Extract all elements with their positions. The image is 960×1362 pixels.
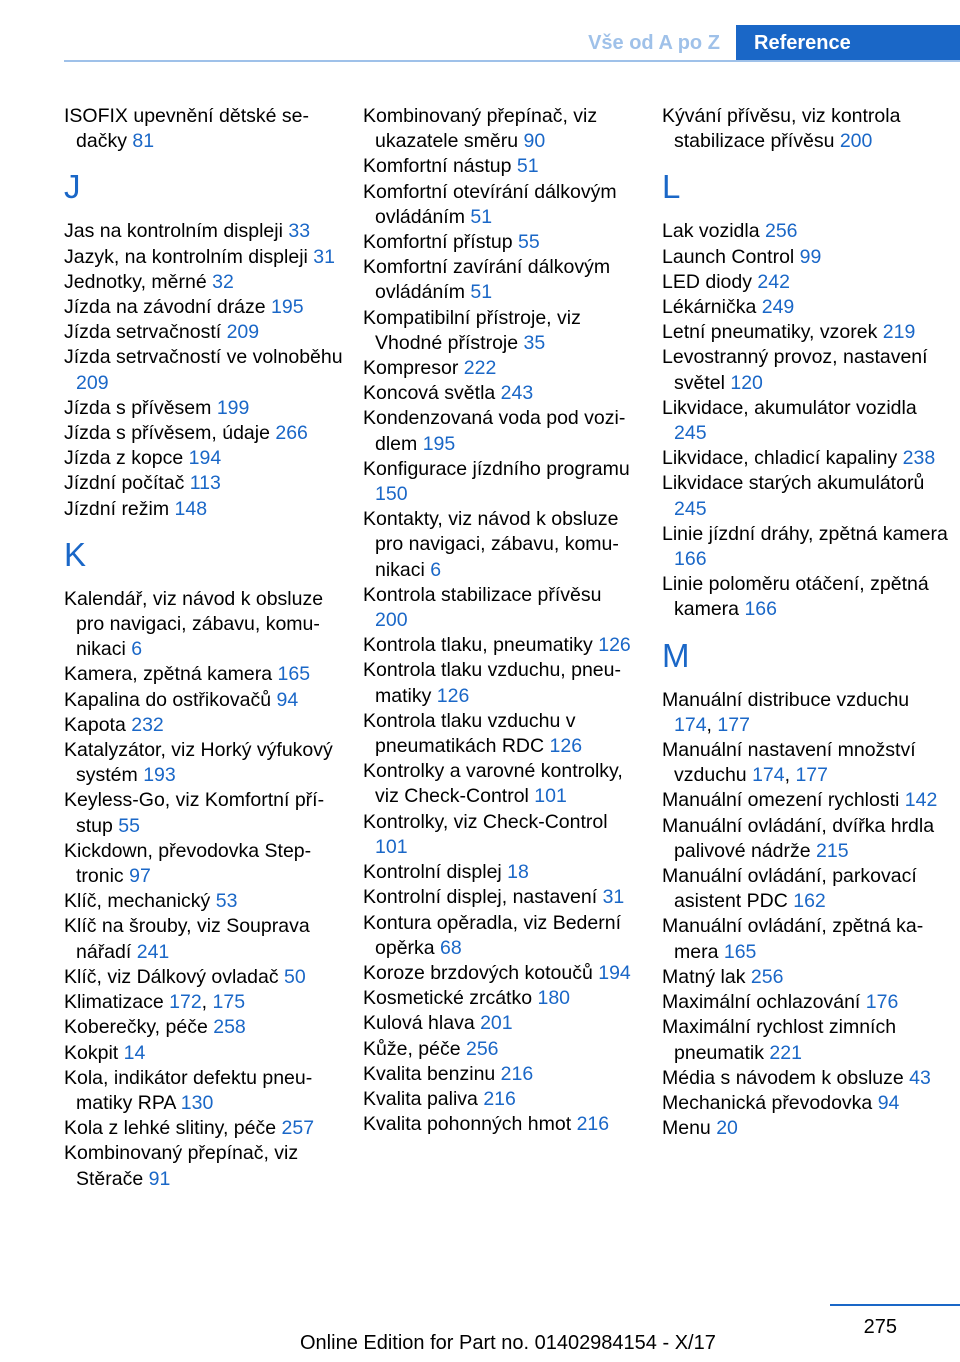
index-term: Kickdown, převodovka Steptronic	[64, 839, 312, 888]
page-link[interactable]: 256	[750, 965, 784, 988]
index-entry	[363, 633, 638, 658]
index-entry	[662, 1066, 952, 1091]
page-separator: ,	[201, 991, 213, 1014]
page-link[interactable]: 194	[188, 447, 222, 470]
index-term: Jas na kontrolním displeji	[64, 220, 289, 243]
page-link[interactable]: 245	[674, 422, 707, 445]
index-entry	[363, 356, 638, 381]
index-entry	[363, 1011, 638, 1036]
header-divider	[64, 60, 960, 62]
index-term: Komfortní přístup	[363, 231, 518, 254]
page-link[interactable]: 35	[523, 331, 546, 354]
page-link[interactable]: 242	[757, 270, 790, 293]
index-entry	[64, 965, 344, 990]
index-term: LED diody	[662, 270, 758, 293]
index-term: Kontakty, viz návod k obsluze pro navigaci, zábavu, komunikaci	[363, 508, 619, 581]
page-link[interactable]: 200	[839, 130, 873, 153]
index-term: Kontrola tlaku vzduchu v pneumatikách RDC	[363, 709, 576, 758]
page-link[interactable]: 221	[769, 1041, 802, 1064]
index-entry	[64, 497, 344, 522]
page-link[interactable]: 20	[716, 1117, 738, 1140]
index-entry	[662, 1116, 952, 1141]
index-column-3	[662, 104, 952, 1141]
index-entry	[662, 965, 952, 990]
index-entry	[363, 911, 638, 961]
index-entry	[363, 1087, 638, 1112]
index-term: Komfortní otevírání dálkovým ovládáním	[363, 180, 617, 228]
index-term: Kombinovaný přepínač, viz Stěrače	[64, 1142, 299, 1190]
page-link[interactable]: 94	[877, 1091, 900, 1114]
index-term: Maximální rychlost zimních pneumatik	[662, 1016, 897, 1064]
index-term: Jízda setrvačností	[64, 321, 227, 344]
index-term: Jízdní režim	[64, 497, 175, 520]
edition-note: Online Edition for Part no. 01402984154 - X/17	[300, 1332, 716, 1354]
page-link[interactable]: 172	[169, 991, 202, 1014]
index-column-1	[64, 104, 344, 1192]
index-term: Kontrola stabilizace přívěsu	[363, 583, 602, 606]
index-entry	[64, 421, 344, 446]
index-entry	[662, 1015, 952, 1065]
index-entry	[64, 688, 344, 713]
page-link[interactable]: 51	[470, 205, 493, 228]
page-link[interactable]: 50	[284, 965, 306, 988]
index-term: Kapalina do ostřikovačů	[64, 688, 277, 711]
index-entry	[363, 885, 638, 910]
page-link[interactable]: 232	[131, 713, 164, 736]
page-link[interactable]: 126	[598, 634, 631, 657]
index-entry	[662, 270, 952, 295]
index-column-2	[363, 104, 638, 1137]
index-term: Likvidace, chladicí kapaliny	[662, 447, 903, 470]
page-link[interactable]: 130	[180, 1091, 214, 1114]
index-term: Klíč na šrouby, viz Souprava nářadí	[64, 915, 310, 963]
index-entry	[64, 245, 344, 270]
index-entry	[64, 738, 344, 788]
index-entry	[662, 522, 952, 572]
index-term: Kontura opěradla, viz Bederní opěrka	[363, 911, 621, 959]
page-link[interactable]: 193	[143, 764, 176, 787]
index-term: Jízda s přívěsem, údaje	[64, 422, 276, 445]
index-term: Jízda z kopce	[64, 447, 189, 470]
index-entry	[64, 889, 344, 914]
page-link[interactable]: 238	[902, 447, 936, 470]
header-chapter-tab[interactable]: Reference	[736, 25, 960, 61]
index-entry	[363, 658, 638, 708]
index-term: Kosmetické zrcátko	[363, 987, 538, 1010]
index-term: Kamera, zpětná kamera	[64, 663, 278, 686]
index-entry	[64, 219, 344, 244]
index-entry	[662, 788, 952, 813]
index-term: Jazyk, na kontrolním displeji	[64, 245, 314, 268]
index-entry	[64, 587, 344, 663]
index-term: Konfigurace jízdního programu	[363, 457, 630, 480]
header-section-tab[interactable]: Vše od A po Z	[588, 32, 720, 54]
page-link[interactable]: 249	[761, 296, 795, 319]
index-entry	[363, 583, 638, 633]
index-term: Komfortní nástup	[363, 155, 517, 178]
page-link[interactable]: 101	[375, 835, 408, 858]
page-link[interactable]: 33	[288, 220, 311, 243]
index-entry	[662, 396, 952, 446]
index-entry	[64, 662, 344, 687]
index-entry	[64, 446, 344, 471]
index-term: Keyless-Go, viz Komfortní přístup	[64, 789, 325, 837]
index-term: Kapota	[64, 713, 132, 736]
index-term: Likvidace, akumulátor vozidla	[662, 396, 917, 419]
page-link[interactable]: 165	[723, 940, 757, 963]
page-link[interactable]: 166	[674, 548, 707, 571]
index-entry	[64, 396, 344, 421]
index-entry	[662, 295, 952, 320]
page-link[interactable]: 243	[500, 382, 534, 405]
page-link[interactable]: 94	[276, 688, 299, 711]
index-term: Manuální ovládání, parkovací asistent PDC	[662, 865, 917, 913]
page-link[interactable]: 177	[717, 713, 750, 736]
index-term: Kontrola tlaku vzduchu, pneumatiky	[363, 659, 622, 707]
index-entry	[363, 507, 638, 583]
index-term: Koncová světla	[363, 382, 501, 405]
index-term: Koroze brzdových kotoučů	[363, 961, 599, 984]
page-link[interactable]: 120	[730, 371, 763, 394]
index-entry	[363, 180, 638, 230]
index-entry	[64, 788, 344, 838]
page-number: 275	[863, 1316, 897, 1338]
index-entry	[662, 914, 952, 964]
index-entry	[662, 345, 952, 395]
page-link[interactable]: 6	[430, 558, 442, 581]
index-entry	[363, 961, 638, 986]
index-entry	[662, 738, 952, 788]
index-entry	[363, 1062, 638, 1087]
page-separator: ,	[706, 713, 718, 736]
index-entry	[363, 457, 638, 507]
index-entry	[64, 320, 344, 345]
index-entry	[363, 255, 638, 305]
page-link[interactable]: 150	[375, 483, 408, 506]
index-term: Kvalita benzinu	[363, 1062, 501, 1085]
index-entry	[363, 230, 638, 255]
index-entry	[64, 1141, 344, 1191]
index-term: Média s návodem k obsluze	[662, 1066, 910, 1089]
index-entry	[363, 306, 638, 356]
index-term: Kola, indikátor defektu pneumatiky RPA	[64, 1066, 313, 1114]
index-term: Kontrolky a varovné kontrolky, viz Check-Control	[363, 760, 623, 808]
index-term: Kývání přívěsu, viz kontrola stabilizace přívěsu	[662, 105, 901, 153]
index-entry	[64, 990, 344, 1015]
page-link[interactable]: 200	[375, 609, 408, 632]
index-term: Lékárnička	[662, 296, 762, 319]
page-link[interactable]: 195	[271, 296, 304, 319]
index-term: Kvalita paliva	[363, 1087, 484, 1110]
index-term: Manuální nastavení množství vzduchu	[662, 739, 916, 787]
index-term: Manuální ovládání, dvířka hrdla palivové nádrže	[662, 814, 935, 862]
page-link[interactable]: 97	[129, 865, 151, 888]
page-link[interactable]: 31	[313, 245, 335, 268]
index-entry	[64, 713, 344, 738]
index-entry	[363, 759, 638, 809]
index-letter-heading: K	[64, 535, 87, 573]
page-link[interactable]: 222	[463, 357, 497, 380]
page-link[interactable]: 31	[602, 886, 625, 909]
page-link[interactable]: 32	[212, 270, 234, 293]
index-entry	[64, 1041, 344, 1066]
index-entry	[64, 270, 344, 295]
page-link[interactable]: 55	[517, 231, 540, 254]
index-entry	[662, 864, 952, 914]
index-entry	[662, 471, 952, 521]
page-link[interactable]: 165	[277, 663, 311, 686]
index-term: Kvalita pohonných hmot	[363, 1113, 577, 1136]
index-term: Klíč, viz Dálkový ovladač	[64, 965, 284, 988]
index-entry	[363, 860, 638, 885]
index-entry	[363, 1112, 638, 1137]
index-entry	[64, 1116, 344, 1141]
index-term: Kokpit	[64, 1041, 124, 1064]
page-link[interactable]: 51	[516, 155, 539, 178]
index-term: Lak vozidla	[662, 220, 765, 243]
page-link[interactable]: 81	[132, 130, 155, 153]
page-link[interactable]: 216	[576, 1113, 610, 1136]
index-entry	[662, 572, 952, 622]
index-entry	[64, 295, 344, 320]
page-link[interactable]: 201	[480, 1012, 513, 1035]
index-term: Klimatizace	[64, 991, 170, 1014]
page-link[interactable]: 180	[537, 987, 571, 1010]
index-term: Klíč, mechanický	[64, 890, 216, 913]
index-term: Jízda s přívěsem	[64, 396, 217, 419]
page-link[interactable]: 258	[213, 1016, 246, 1039]
page-link[interactable]: 126	[436, 684, 470, 707]
page-link[interactable]: 101	[534, 785, 567, 808]
page-link[interactable]: 215	[816, 839, 849, 862]
index-term: Manuální omezení rychlosti	[662, 789, 905, 812]
page-link[interactable]: 53	[215, 890, 238, 913]
page-link[interactable]: 14	[123, 1041, 146, 1064]
index-term: Manuální distribuce vzduchu	[662, 688, 910, 711]
index-term: Linie poloměru otáčení, zpětná kamera	[662, 573, 929, 621]
page-link[interactable]: 18	[507, 861, 529, 884]
index-term: Koberečky, péče	[64, 1016, 214, 1039]
index-term: Launch Control	[662, 245, 800, 268]
page-link[interactable]: 256	[764, 220, 798, 243]
index-entry	[363, 810, 638, 860]
index-term: Letní pneumatiky, vzorek	[662, 321, 883, 344]
page-link[interactable]: 126	[549, 735, 583, 758]
page-link[interactable]: 51	[470, 281, 493, 304]
index-entry	[662, 104, 952, 154]
page-link[interactable]: 257	[281, 1117, 315, 1140]
page-link[interactable]: 241	[136, 940, 170, 963]
index-entry	[64, 914, 344, 964]
index-term: Kompatibilní přístroje, viz Vhodné přístroje	[363, 306, 581, 354]
index-letter-heading: M	[662, 636, 690, 674]
page-link[interactable]: 175	[212, 991, 246, 1014]
index-term: Matný lak	[662, 965, 751, 988]
page-link[interactable]: 209	[76, 371, 109, 394]
index-entry	[64, 471, 344, 496]
page-link[interactable]: 6	[131, 638, 143, 661]
index-entry	[363, 381, 638, 406]
index-entry	[363, 1037, 638, 1062]
index-term: Jízda setrvačností ve volnoběhu	[64, 346, 343, 369]
page-link[interactable]: 113	[189, 472, 221, 495]
index-term: Kombinovaný přepínač, viz ukazatele směru	[363, 105, 598, 153]
page-link[interactable]: 68	[440, 936, 462, 959]
index-term: Kontrolní displej	[363, 861, 508, 884]
page-link[interactable]: 55	[118, 814, 140, 837]
index-entry	[64, 1015, 344, 1040]
page-link[interactable]: 142	[904, 789, 938, 812]
index-letter-heading: L	[662, 168, 681, 206]
index-term: Jednotky, měrné	[64, 270, 213, 293]
page-link[interactable]: 148	[174, 497, 208, 520]
index-entry	[662, 688, 952, 738]
index-entry	[64, 839, 344, 889]
page-separator: ,	[784, 764, 796, 787]
index-term: Kalendář, viz návod k obsluze pro navigaci, zábavu, komunikaci	[64, 587, 324, 661]
index-term: Kondenzovaná voda pod vozidlem	[363, 407, 626, 455]
page-link[interactable]: 194	[598, 961, 631, 984]
index-term: ISOFIX upevnění dětské sedačky	[64, 105, 309, 153]
index-entry	[64, 345, 344, 395]
index-term: Levostranný provoz, nastavení světel	[662, 346, 928, 394]
page-link[interactable]: 216	[483, 1087, 516, 1110]
page-link[interactable]: 176	[865, 991, 899, 1014]
page-link[interactable]: 166	[744, 598, 777, 621]
page-link[interactable]: 90	[523, 130, 546, 153]
page-link[interactable]: 195	[422, 432, 456, 455]
index-term: Mechanická převodovka	[662, 1091, 878, 1114]
page-link[interactable]: 174	[674, 713, 707, 736]
index-entry	[363, 104, 638, 154]
index-term: Kompresor	[363, 357, 464, 380]
page-link[interactable]: 216	[500, 1062, 534, 1085]
index-entry	[64, 104, 344, 154]
page-link[interactable]: 219	[882, 321, 916, 344]
index-entry	[64, 1066, 344, 1116]
index-term: Jízdní počítač	[64, 472, 190, 495]
index-entry	[662, 219, 952, 244]
index-term: Jízda na závodní dráze	[64, 296, 272, 319]
index-entry	[363, 406, 638, 456]
page-link[interactable]: 43	[909, 1066, 931, 1089]
footer-divider	[830, 1304, 960, 1306]
index-entry	[662, 1091, 952, 1116]
index-entry	[662, 245, 952, 270]
page-link[interactable]: 209	[226, 321, 260, 344]
index-term: Kontrolní displej, nastavení	[363, 886, 603, 909]
index-term: Menu	[662, 1117, 717, 1140]
index-entry	[363, 986, 638, 1011]
index-term: Manuální ovládání, zpětná kamera	[662, 915, 924, 963]
index-letter-heading: J	[64, 168, 81, 206]
index-entry	[662, 990, 952, 1015]
page-link[interactable]: 162	[793, 890, 826, 913]
index-term: Kůže, péče	[363, 1037, 466, 1060]
index-term: Kulová hlava	[363, 1012, 481, 1035]
index-entry	[363, 709, 638, 759]
page-link[interactable]: 199	[216, 396, 250, 419]
index-term: Maximální ochlazování	[662, 991, 866, 1014]
index-term: Katalyzátor, viz Horký výfukový systém	[64, 739, 333, 787]
index-entry	[662, 320, 952, 345]
index-term: Linie jízdní dráhy, zpětná kamera	[662, 522, 948, 545]
index-term: Likvidace starých akumulátorů	[662, 472, 925, 495]
index-entry	[363, 154, 638, 179]
index-entry	[662, 814, 952, 864]
page-link[interactable]: 174	[752, 764, 785, 787]
index-entry	[662, 446, 952, 471]
page-link[interactable]: 256	[465, 1037, 499, 1060]
index-term: Kontrola tlaku, pneumatiky	[363, 634, 599, 657]
page-link[interactable]: 177	[795, 764, 828, 787]
page-link[interactable]: 266	[275, 422, 308, 445]
index-term: Kola z lehké slitiny, péče	[64, 1117, 282, 1140]
index-term: Komfortní zavírání dálkovým ovládáním	[363, 256, 611, 304]
page-link[interactable]: 99	[799, 245, 822, 268]
page-link[interactable]: 245	[674, 497, 707, 520]
index-term: Kontrolky, viz Check-Control	[363, 810, 608, 833]
page-link[interactable]: 91	[148, 1167, 171, 1190]
